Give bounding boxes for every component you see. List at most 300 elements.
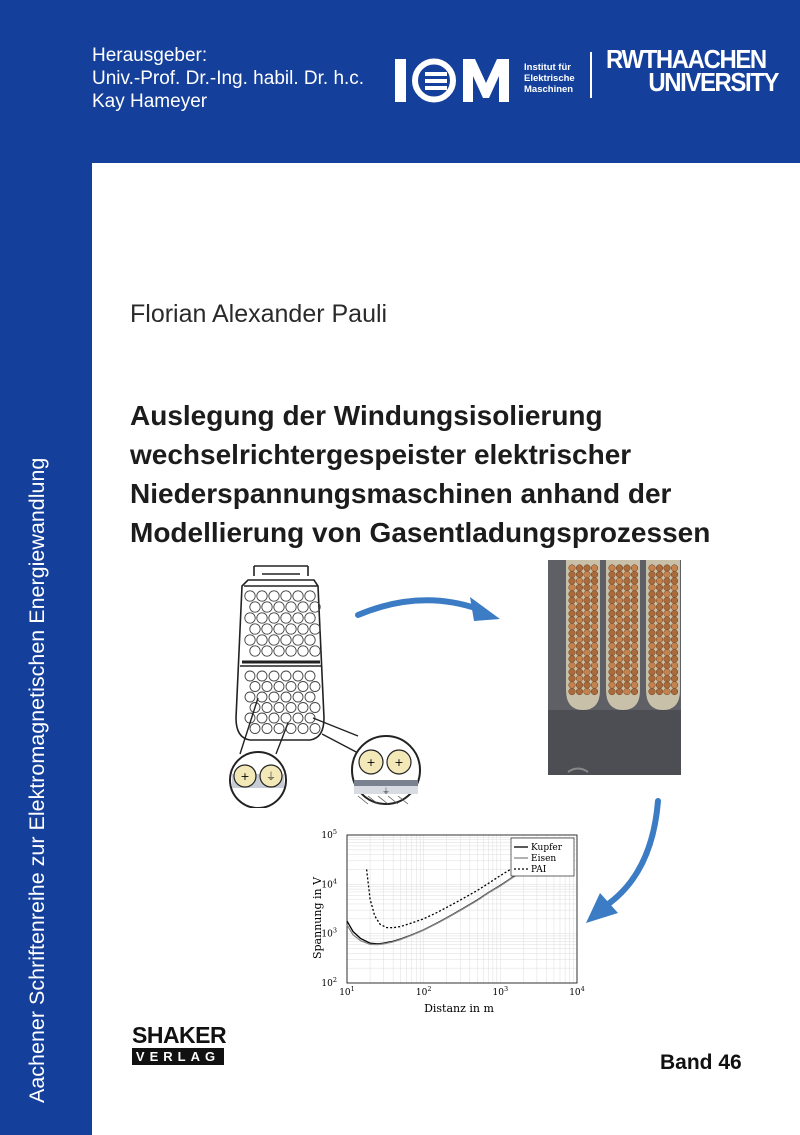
copper-strand <box>656 597 663 604</box>
strand <box>310 646 320 656</box>
strand <box>298 724 308 734</box>
series-line-pai <box>367 861 524 928</box>
x-tick-label: $10^3$ <box>492 985 509 998</box>
copper-strand <box>671 682 678 689</box>
copper-strand <box>591 591 598 598</box>
copper-strand <box>576 630 583 637</box>
legend-label: Eisen <box>531 854 557 864</box>
copper-strand <box>671 604 678 611</box>
copper-strand <box>631 578 638 585</box>
copper-strand <box>609 643 616 650</box>
copper-strand <box>671 649 678 656</box>
copper-strand <box>616 591 623 598</box>
copper-strand <box>649 597 656 604</box>
copper-strand <box>591 604 598 611</box>
strand <box>305 613 315 623</box>
copper-strand <box>569 643 576 650</box>
copper-strand <box>631 630 638 637</box>
strand <box>262 682 272 692</box>
copper-strand <box>624 649 631 656</box>
legend-label: PAI <box>531 865 547 875</box>
chart-ylabel: Spannung in V <box>311 876 324 960</box>
copper-strand <box>576 643 583 650</box>
copper-strand <box>664 636 671 643</box>
copper-strand <box>616 617 623 624</box>
copper-strand <box>609 578 616 585</box>
copper-strand <box>576 636 583 643</box>
copper-strand <box>569 610 576 617</box>
copper-strand <box>616 688 623 695</box>
copper-strand <box>624 636 631 643</box>
copper-strand <box>609 649 616 656</box>
copper-strand <box>664 597 671 604</box>
copper-strand <box>631 669 638 676</box>
strand <box>245 692 255 702</box>
copper-strand <box>569 604 576 611</box>
strand <box>274 624 284 634</box>
copper-strand <box>649 636 656 643</box>
copper-strand <box>656 584 663 591</box>
copper-strand <box>631 617 638 624</box>
copper-strand <box>649 591 656 598</box>
copper-strand <box>624 604 631 611</box>
copper-strand <box>609 688 616 695</box>
copper-strand <box>591 669 598 676</box>
copper-strand <box>631 636 638 643</box>
copper-strand <box>569 688 576 695</box>
strand <box>257 613 267 623</box>
copper-strand <box>616 669 623 676</box>
copper-strand <box>649 682 656 689</box>
copper-strand <box>584 630 591 637</box>
copper-strand <box>569 591 576 598</box>
copper-strand <box>624 584 631 591</box>
copper-strand <box>616 682 623 689</box>
publisher-label: Herausgeber: <box>92 45 208 66</box>
strand <box>305 671 315 681</box>
copper-strand <box>584 688 591 695</box>
copper-strand <box>591 649 598 656</box>
strand <box>274 682 284 692</box>
copper-strand <box>631 591 638 598</box>
copper-strand <box>656 610 663 617</box>
strand <box>286 602 296 612</box>
copper-strand <box>671 662 678 669</box>
copper-strand <box>616 649 623 656</box>
copper-strand <box>576 649 583 656</box>
copper-strand <box>609 630 616 637</box>
strand <box>281 713 291 723</box>
copper-strand <box>584 571 591 578</box>
copper-strand <box>569 669 576 676</box>
plus-sign: + <box>366 756 376 769</box>
copper-strand <box>624 669 631 676</box>
strand <box>310 703 320 713</box>
copper-strand <box>649 623 656 630</box>
copper-strand <box>671 610 678 617</box>
strand <box>245 591 255 601</box>
strand <box>262 602 272 612</box>
strand <box>262 646 272 656</box>
copper-strand <box>624 610 631 617</box>
strand <box>293 635 303 645</box>
copper-strand <box>576 584 583 591</box>
plus-sign: + <box>394 756 404 769</box>
copper-strand <box>656 591 663 598</box>
copper-strand <box>656 675 663 682</box>
strand <box>310 682 320 692</box>
ground-symbol: ⏚ <box>266 772 276 783</box>
copper-strand <box>584 597 591 604</box>
strand <box>281 613 291 623</box>
copper-strand <box>569 656 576 663</box>
copper-strand <box>671 623 678 630</box>
copper-strand <box>569 623 576 630</box>
strand <box>269 692 279 702</box>
series-line-kupfer <box>347 861 537 944</box>
copper-strand <box>631 662 638 669</box>
strand <box>293 613 303 623</box>
strand <box>257 635 267 645</box>
copper-strand <box>656 682 663 689</box>
copper-strand <box>584 578 591 585</box>
copper-strand <box>609 617 616 624</box>
copper-strand <box>671 591 678 598</box>
copper-strand <box>671 584 678 591</box>
strand <box>281 671 291 681</box>
publisher-info <box>92 44 364 113</box>
copper-strand <box>616 656 623 663</box>
strand <box>286 624 296 634</box>
copper-strand <box>631 688 638 695</box>
copper-strand <box>584 565 591 572</box>
strand <box>262 624 272 634</box>
copper-strand <box>616 675 623 682</box>
copper-strand <box>671 656 678 663</box>
y-tick-label: $10^4$ <box>321 877 337 891</box>
strand <box>305 591 315 601</box>
copper-strand <box>664 662 671 669</box>
copper-strand <box>616 610 623 617</box>
copper-strand <box>591 610 598 617</box>
strand <box>257 713 267 723</box>
copper-strand <box>624 591 631 598</box>
copper-strand <box>631 623 638 630</box>
x-tick-label: $10^1$ <box>339 985 355 998</box>
copper-strand <box>591 597 598 604</box>
copper-strand <box>664 669 671 676</box>
copper-strand <box>576 565 583 572</box>
copper-strand <box>584 636 591 643</box>
copper-strand <box>609 591 616 598</box>
strand <box>250 646 260 656</box>
copper-strand <box>591 565 598 572</box>
copper-strand <box>649 656 656 663</box>
strand <box>269 591 279 601</box>
copper-strand <box>624 578 631 585</box>
copper-strand <box>649 649 656 656</box>
strand <box>274 646 284 656</box>
strand <box>281 692 291 702</box>
copper-strand <box>656 571 663 578</box>
copper-strand <box>664 675 671 682</box>
copper-strand <box>656 565 663 572</box>
strand <box>281 591 291 601</box>
copper-strand <box>569 571 576 578</box>
copper-strand <box>664 688 671 695</box>
strand <box>293 713 303 723</box>
copper-strand <box>576 656 583 663</box>
copper-strand <box>609 610 616 617</box>
copper-strand <box>616 597 623 604</box>
copper-strand <box>591 630 598 637</box>
copper-strand <box>584 591 591 598</box>
copper-strand <box>609 656 616 663</box>
copper-strand <box>671 636 678 643</box>
shaker-logo-bottom: VERLAG <box>132 1048 224 1065</box>
strand <box>305 692 315 702</box>
copper-strand <box>569 630 576 637</box>
copper-strand <box>584 682 591 689</box>
copper-strand <box>616 636 623 643</box>
copper-strand <box>624 571 631 578</box>
strand <box>286 682 296 692</box>
voltage-distance-chart <box>305 825 585 1020</box>
strand <box>257 591 267 601</box>
copper-strand <box>591 636 598 643</box>
copper-strand <box>584 656 591 663</box>
strand <box>250 682 260 692</box>
strand <box>262 724 272 734</box>
shaker-verlag-logo <box>132 1024 226 1065</box>
copper-strand <box>591 571 598 578</box>
copper-strand <box>664 656 671 663</box>
copper-strand <box>649 669 656 676</box>
strand <box>250 602 260 612</box>
strand <box>269 613 279 623</box>
strand <box>293 671 303 681</box>
copper-strand <box>656 656 663 663</box>
copper-strand <box>591 662 598 669</box>
copper-strand <box>649 675 656 682</box>
copper-strand <box>664 682 671 689</box>
strand <box>310 624 320 634</box>
strand <box>269 713 279 723</box>
copper-strand <box>656 604 663 611</box>
copper-strand <box>609 604 616 611</box>
copper-strand <box>656 662 663 669</box>
strand <box>245 635 255 645</box>
copper-strand <box>664 571 671 578</box>
copper-strand <box>671 669 678 676</box>
chart-legend <box>511 838 574 876</box>
copper-strand <box>609 675 616 682</box>
copper-strand <box>656 578 663 585</box>
copper-strand <box>609 597 616 604</box>
copper-strand <box>609 623 616 630</box>
copper-strand <box>671 630 678 637</box>
copper-strand <box>616 584 623 591</box>
chart-lines <box>347 861 537 945</box>
copper-strand <box>569 649 576 656</box>
strand <box>310 724 320 734</box>
strand <box>298 703 308 713</box>
publisher-name-line1: Univ.-Prof. Dr.-Ing. habil. Dr. h.c. <box>92 68 365 89</box>
x-tick-label: $10^4$ <box>569 985 585 998</box>
copper-strand <box>616 565 623 572</box>
shaker-logo-top: SHAKER <box>132 1022 227 1048</box>
copper-strand <box>671 688 678 695</box>
copper-strand <box>656 649 663 656</box>
copper-strand <box>649 643 656 650</box>
book-title: Auslegung der Windungsisolierung wechselrichtergespeister elektrischer Niederspannungsmaschinen anhand der Modellierung von Gasentladungsprozessen <box>130 400 711 548</box>
copper-strand <box>569 682 576 689</box>
copper-strand <box>664 578 671 585</box>
strand <box>298 602 308 612</box>
copper-strand <box>656 636 663 643</box>
copper-strand <box>576 610 583 617</box>
copper-strand <box>576 578 583 585</box>
copper-strand <box>609 571 616 578</box>
strand <box>257 692 267 702</box>
copper-strand <box>664 591 671 598</box>
strand <box>281 635 291 645</box>
copper-strand <box>591 623 598 630</box>
copper-strand <box>616 643 623 650</box>
copper-strand <box>576 604 583 611</box>
strand <box>245 671 255 681</box>
copper-strand <box>671 675 678 682</box>
copper-strand <box>584 662 591 669</box>
strand <box>269 671 279 681</box>
copper-strand <box>609 584 616 591</box>
copper-strand <box>616 630 623 637</box>
strand <box>293 591 303 601</box>
copper-strand <box>576 617 583 624</box>
copper-strand <box>616 571 623 578</box>
copper-strand <box>624 656 631 663</box>
copper-strand <box>664 610 671 617</box>
copper-strand <box>616 662 623 669</box>
strand <box>286 703 296 713</box>
publisher-name-line2: Kay Hameyer <box>92 91 208 112</box>
strand <box>274 724 284 734</box>
copper-strand <box>576 688 583 695</box>
copper-strand <box>649 604 656 611</box>
strand <box>298 646 308 656</box>
copper-strand <box>656 623 663 630</box>
strand <box>250 724 260 734</box>
copper-strand <box>624 675 631 682</box>
slot-windings <box>566 560 680 710</box>
copper-strand <box>656 688 663 695</box>
copper-strand <box>664 630 671 637</box>
copper-strand <box>609 565 616 572</box>
copper-strand <box>664 604 671 611</box>
university-logo: RWTHAACHEN UNIVERSITY <box>606 44 779 97</box>
arrow-down-left-icon <box>580 795 670 935</box>
copper-strand <box>671 578 678 585</box>
copper-strand <box>649 565 656 572</box>
copper-strand <box>591 688 598 695</box>
copper-strand <box>569 578 576 585</box>
copper-strand <box>664 643 671 650</box>
volume-number: Band 46 <box>660 1051 742 1074</box>
strand <box>250 624 260 634</box>
strand <box>293 692 303 702</box>
copper-strand <box>584 604 591 611</box>
copper-strand <box>624 682 631 689</box>
strand <box>286 646 296 656</box>
copper-strand <box>649 578 656 585</box>
copper-strand <box>584 675 591 682</box>
copper-strand <box>664 649 671 656</box>
copper-strand <box>631 643 638 650</box>
y-tick-label: $10^2$ <box>321 976 337 989</box>
copper-strand <box>591 643 598 650</box>
strand <box>269 635 279 645</box>
plus-sign: + <box>240 770 250 783</box>
copper-strand <box>616 578 623 585</box>
copper-strand <box>656 643 663 650</box>
copper-strand <box>624 662 631 669</box>
copper-strand <box>631 565 638 572</box>
stator-slot-photo <box>548 560 681 775</box>
copper-strand <box>576 669 583 676</box>
copper-strand <box>624 565 631 572</box>
copper-strand <box>591 675 598 682</box>
strand <box>298 624 308 634</box>
copper-strand <box>584 584 591 591</box>
ground-symbol: ⏚ <box>382 787 390 796</box>
copper-strand <box>591 617 598 624</box>
copper-strand <box>569 675 576 682</box>
copper-strand <box>631 584 638 591</box>
copper-strand <box>631 656 638 663</box>
copper-strand <box>569 636 576 643</box>
copper-strand <box>671 643 678 650</box>
copper-strand <box>631 604 638 611</box>
copper-strand <box>649 630 656 637</box>
strand <box>245 613 255 623</box>
copper-strand <box>631 649 638 656</box>
copper-strand <box>569 565 576 572</box>
copper-strand <box>656 630 663 637</box>
strand <box>305 635 315 645</box>
copper-strand <box>609 669 616 676</box>
arrow-right-icon <box>350 585 510 630</box>
copper-strand <box>649 688 656 695</box>
copper-strand <box>649 662 656 669</box>
copper-strand <box>631 610 638 617</box>
copper-strand <box>671 597 678 604</box>
y-tick-label: $10^3$ <box>321 926 337 940</box>
strand <box>274 602 284 612</box>
strand <box>298 682 308 692</box>
copper-strand <box>569 597 576 604</box>
y-tick-label: $10^5$ <box>321 828 337 841</box>
copper-strand <box>609 682 616 689</box>
strand <box>262 703 272 713</box>
copper-strand <box>664 617 671 624</box>
copper-strand <box>576 597 583 604</box>
copper-strand <box>664 565 671 572</box>
copper-strand <box>591 578 598 585</box>
copper-strand <box>624 623 631 630</box>
copper-strand <box>671 565 678 572</box>
copper-strand <box>671 617 678 624</box>
copper-strand <box>584 610 591 617</box>
